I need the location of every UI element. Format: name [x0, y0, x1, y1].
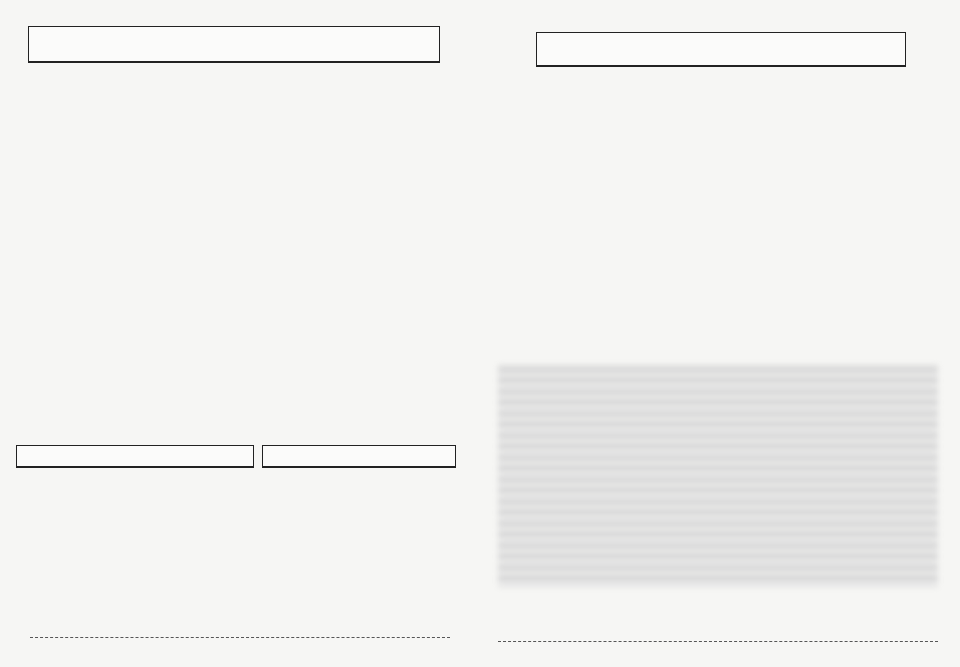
- sunday-worship-title: [28, 26, 440, 63]
- divider: [498, 641, 938, 642]
- divider: [30, 637, 450, 638]
- praise-worship-title: [16, 445, 254, 468]
- wednesday-worship-info: [264, 467, 454, 485]
- left-page: [0, 0, 470, 667]
- church-news-title: [536, 32, 906, 67]
- right-page: [480, 0, 960, 667]
- wednesday-worship-title: [262, 445, 456, 468]
- blurred-prayer-list: [498, 365, 938, 587]
